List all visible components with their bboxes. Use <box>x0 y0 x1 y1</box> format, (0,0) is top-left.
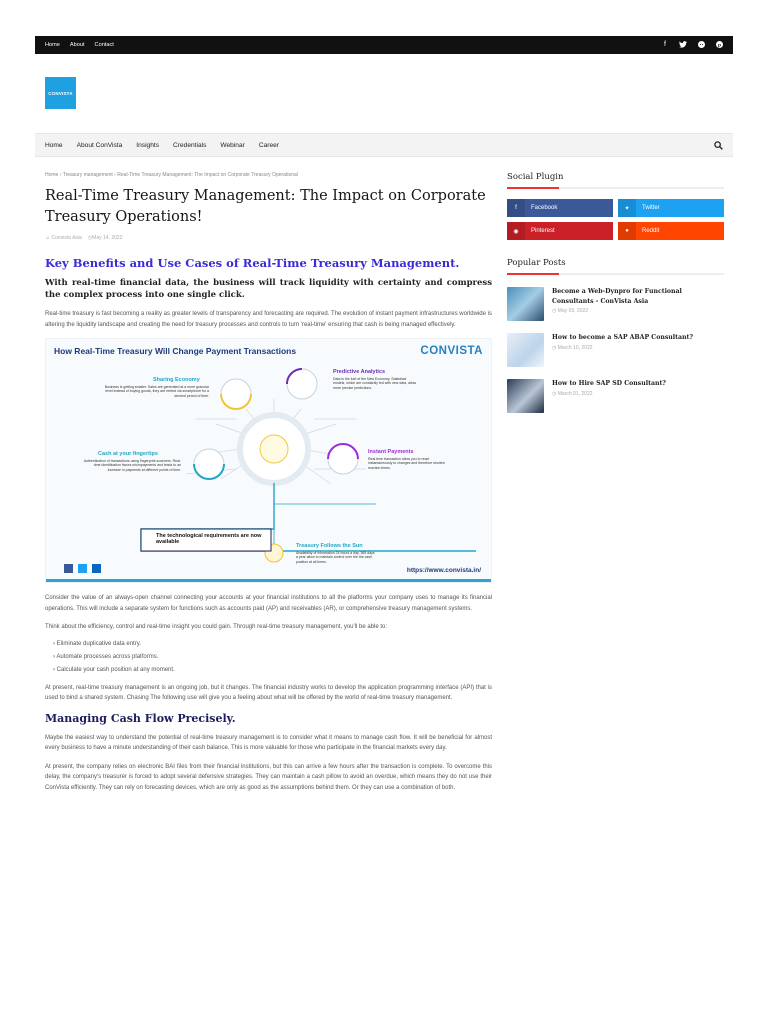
paragraph-4: At present, real-time treasury management is an ongoing job, but it changes. The financial industry works to develop the application programming interface (API) that is used to bind a shared system. Chasing The following use will give you a feeling about what will be offered by the world of real-time treasury management. <box>45 684 492 701</box>
reddit-icon: ● <box>618 222 636 240</box>
list-item: › Eliminate duplicative data entry. <box>53 640 141 647</box>
top-social-icons <box>661 41 723 50</box>
cash-flow-heading: Managing Cash Flow Precisely. <box>45 711 236 725</box>
paragraph-6: At present, the company relies on electronic BAI files from their financial institutions, but this can arrive a few hours after the transaction is complete. To overcome this delay, the company's treasurer is forced to adopt several defensive strategies. They can maintain a cash pillow to avoid an overdue, which means they do not use their ConVista efficiently. They can rely on forecasting devices, which are only as good as the assumptions behind them. Or they can use a combination of both. <box>45 763 492 791</box>
pinterest-button[interactable]: ◉ Pinterest <box>507 222 613 240</box>
breadcrumb-home[interactable]: Home <box>45 172 59 178</box>
sidebar <box>507 172 724 413</box>
reddit-button[interactable]: ● Reddit <box>618 222 724 240</box>
pinterest-icon: ◉ <box>507 222 525 240</box>
nav-item-about-convista[interactable]: About ConVista <box>76 141 123 149</box>
user-icon: ☺ <box>45 235 51 241</box>
top-bar <box>35 36 733 54</box>
popular-post-date: ◷ March 10, 2022 <box>552 344 593 351</box>
list-item: › Automate processes across platforms. <box>53 653 159 660</box>
nav-item-credentials[interactable]: Credentials <box>173 141 207 149</box>
cash-fingertips-label: Cash at your fingertips <box>98 451 158 457</box>
breadcrumb: Home › Treasury management › Real-Time Treasury Management: The Impact on Corporate Treasury Operational <box>45 172 298 178</box>
facebook-icon: f <box>507 199 525 217</box>
instant-payments-desc: Real-time transaction allow you to react instantaneously to changes and therefore shorten reaction times. <box>368 457 445 470</box>
benefit-list <box>45 638 492 677</box>
post-title: Real-Time Treasury Management: The Impact on Corporate Treasury Operations! <box>45 188 486 225</box>
popular-posts-title: Popular Posts <box>507 258 724 275</box>
top-link-home[interactable]: Home <box>45 42 60 48</box>
sharing-economy-desc: Business is getting smaller. Sales are generated at a more granular level instead of buying goods, they are rented via smartphone for a desired period of time. <box>104 385 209 398</box>
post-author[interactable]: Convista Asia <box>51 235 82 241</box>
facebook-button[interactable]: f Facebook <box>507 199 613 217</box>
infographic-image <box>45 338 492 583</box>
nav-item-webinar[interactable]: Webinar <box>220 141 245 149</box>
cash-fingertips-desc: Authentication of transactions using fingerprint scanners. Real-time identification favors micropayments and leads to an increase in payments at different points of time. <box>83 459 181 472</box>
twitter-icon[interactable] <box>679 41 687 50</box>
svg-text:p: p <box>717 42 721 48</box>
breadcrumb-category[interactable]: Treasury management <box>62 172 113 178</box>
top-link-about[interactable]: About <box>69 42 85 48</box>
post-thumbnail[interactable] <box>507 287 544 321</box>
search-icon[interactable] <box>714 141 723 150</box>
twitter-icon: ✦ <box>618 199 636 217</box>
post-date: May 14, 2022 <box>92 235 123 241</box>
infographic-title: How Real-Time Treasury Will Change Payment Transactions <box>54 346 297 356</box>
date-meta <box>88 235 123 241</box>
post-meta <box>45 235 492 241</box>
popular-post[interactable] <box>507 333 724 367</box>
social-plugin-title: Social Plugin <box>507 172 724 189</box>
popular-post[interactable] <box>507 287 724 321</box>
facebook-icon[interactable]: f <box>664 40 666 48</box>
popular-post[interactable] <box>507 379 724 413</box>
top-link-contact[interactable]: Contact <box>94 42 114 48</box>
author-meta <box>45 235 82 241</box>
main-nav <box>35 133 733 157</box>
site-logo[interactable]: CONVISTA <box>45 77 76 109</box>
popular-post-date: ◷ March 01, 2022 <box>552 390 593 397</box>
treasury-sun-desc: Availability of information 24 hours a day, 365 days a year allow to maintain control over the the cash position at all times. <box>296 551 375 564</box>
top-links <box>45 42 114 48</box>
nav-item-career[interactable]: Career <box>258 141 279 149</box>
infographic-brand: CONVISTA <box>420 345 483 357</box>
predictive-analytics-desc: Data is the fuel of the New Economy. Statistical models, which are constantly fed with new data, allow more precise predictions. <box>333 377 417 390</box>
post-thumbnail[interactable] <box>507 379 544 413</box>
predictive-analytics-label: Predictive Analytics <box>333 369 386 375</box>
benefits-heading: Key Benefits and Use Cases of Real-Time Treasury Management. <box>45 256 460 270</box>
popular-post-date: ◷ May 03, 2022 <box>552 308 589 314</box>
paragraph-1: Real-time treasury is fast becoming a reality as greater levels of transparency and forecasting are required. The evolution of instant payment infrastructures worldwide is altering the liquidity landscape and creating the need for treasury processes and controls to turn 'real-time' ensuring that cash is being managed effectively. <box>45 311 492 328</box>
paragraph-3: Think about the efficiency, control and real-time insight you could gain. Through real-time treasury management, you'll be able to: <box>45 624 387 630</box>
sharing-economy-label: Sharing Economy <box>153 377 200 383</box>
treasury-sun-label: Treasury Follows the Sun <box>296 543 363 549</box>
paragraph-2: Consider the value of an always-open channel connecting your accounts at your financial institutions to all the platforms your company uses to manage its financial operations. This will include a separate system for functions such as accounts paid (AP) and receivables (AR), or comprehensive treasury management systems. <box>45 595 492 612</box>
infographic-url: https://www.convista.in/ <box>406 567 481 574</box>
pinterest-icon[interactable] <box>715 41 723 50</box>
post-thumbnail[interactable] <box>507 333 544 367</box>
breadcrumb-current: Real-Time Treasury Management: The Impact on Corporate Treasury Operational <box>117 172 298 178</box>
intro-text: With real-time financial data, the business will track liquidity with certainty and compress the complex process into one single click. <box>45 278 492 300</box>
post-content <box>45 172 492 793</box>
tech-requirements-label: The technological requirements are now available <box>156 533 262 545</box>
reddit-icon[interactable] <box>697 41 705 50</box>
nav-item-home[interactable]: Home <box>45 141 63 149</box>
nav-item-insights[interactable]: Insights <box>136 141 160 149</box>
paragraph-5: Maybe the easiest way to understand the potential of real-time treasury management is to consider what it means to manage cash flow. It will be beneficial for almost every business to have a minute understanding of their cash balance. This is more valuable for those who participate in the financial markets every day. <box>45 734 492 751</box>
popular-post-title[interactable]: Become a Web-Dynpro for Functional Consultants - ConVista Asia <box>552 288 682 305</box>
popular-post-title[interactable]: How to become a SAP ABAP Consultant? <box>552 334 693 341</box>
social-plugin-grid <box>507 199 724 240</box>
twitter-button[interactable]: ✦ Twitter <box>618 199 724 217</box>
popular-post-title[interactable]: How to Hire SAP SD Consultant? <box>552 380 666 387</box>
clock-icon: ◷ <box>87 235 93 241</box>
list-item: › Calculate your cash position at any moment. <box>53 666 175 673</box>
instant-payments-label: Instant Payments <box>368 449 414 455</box>
